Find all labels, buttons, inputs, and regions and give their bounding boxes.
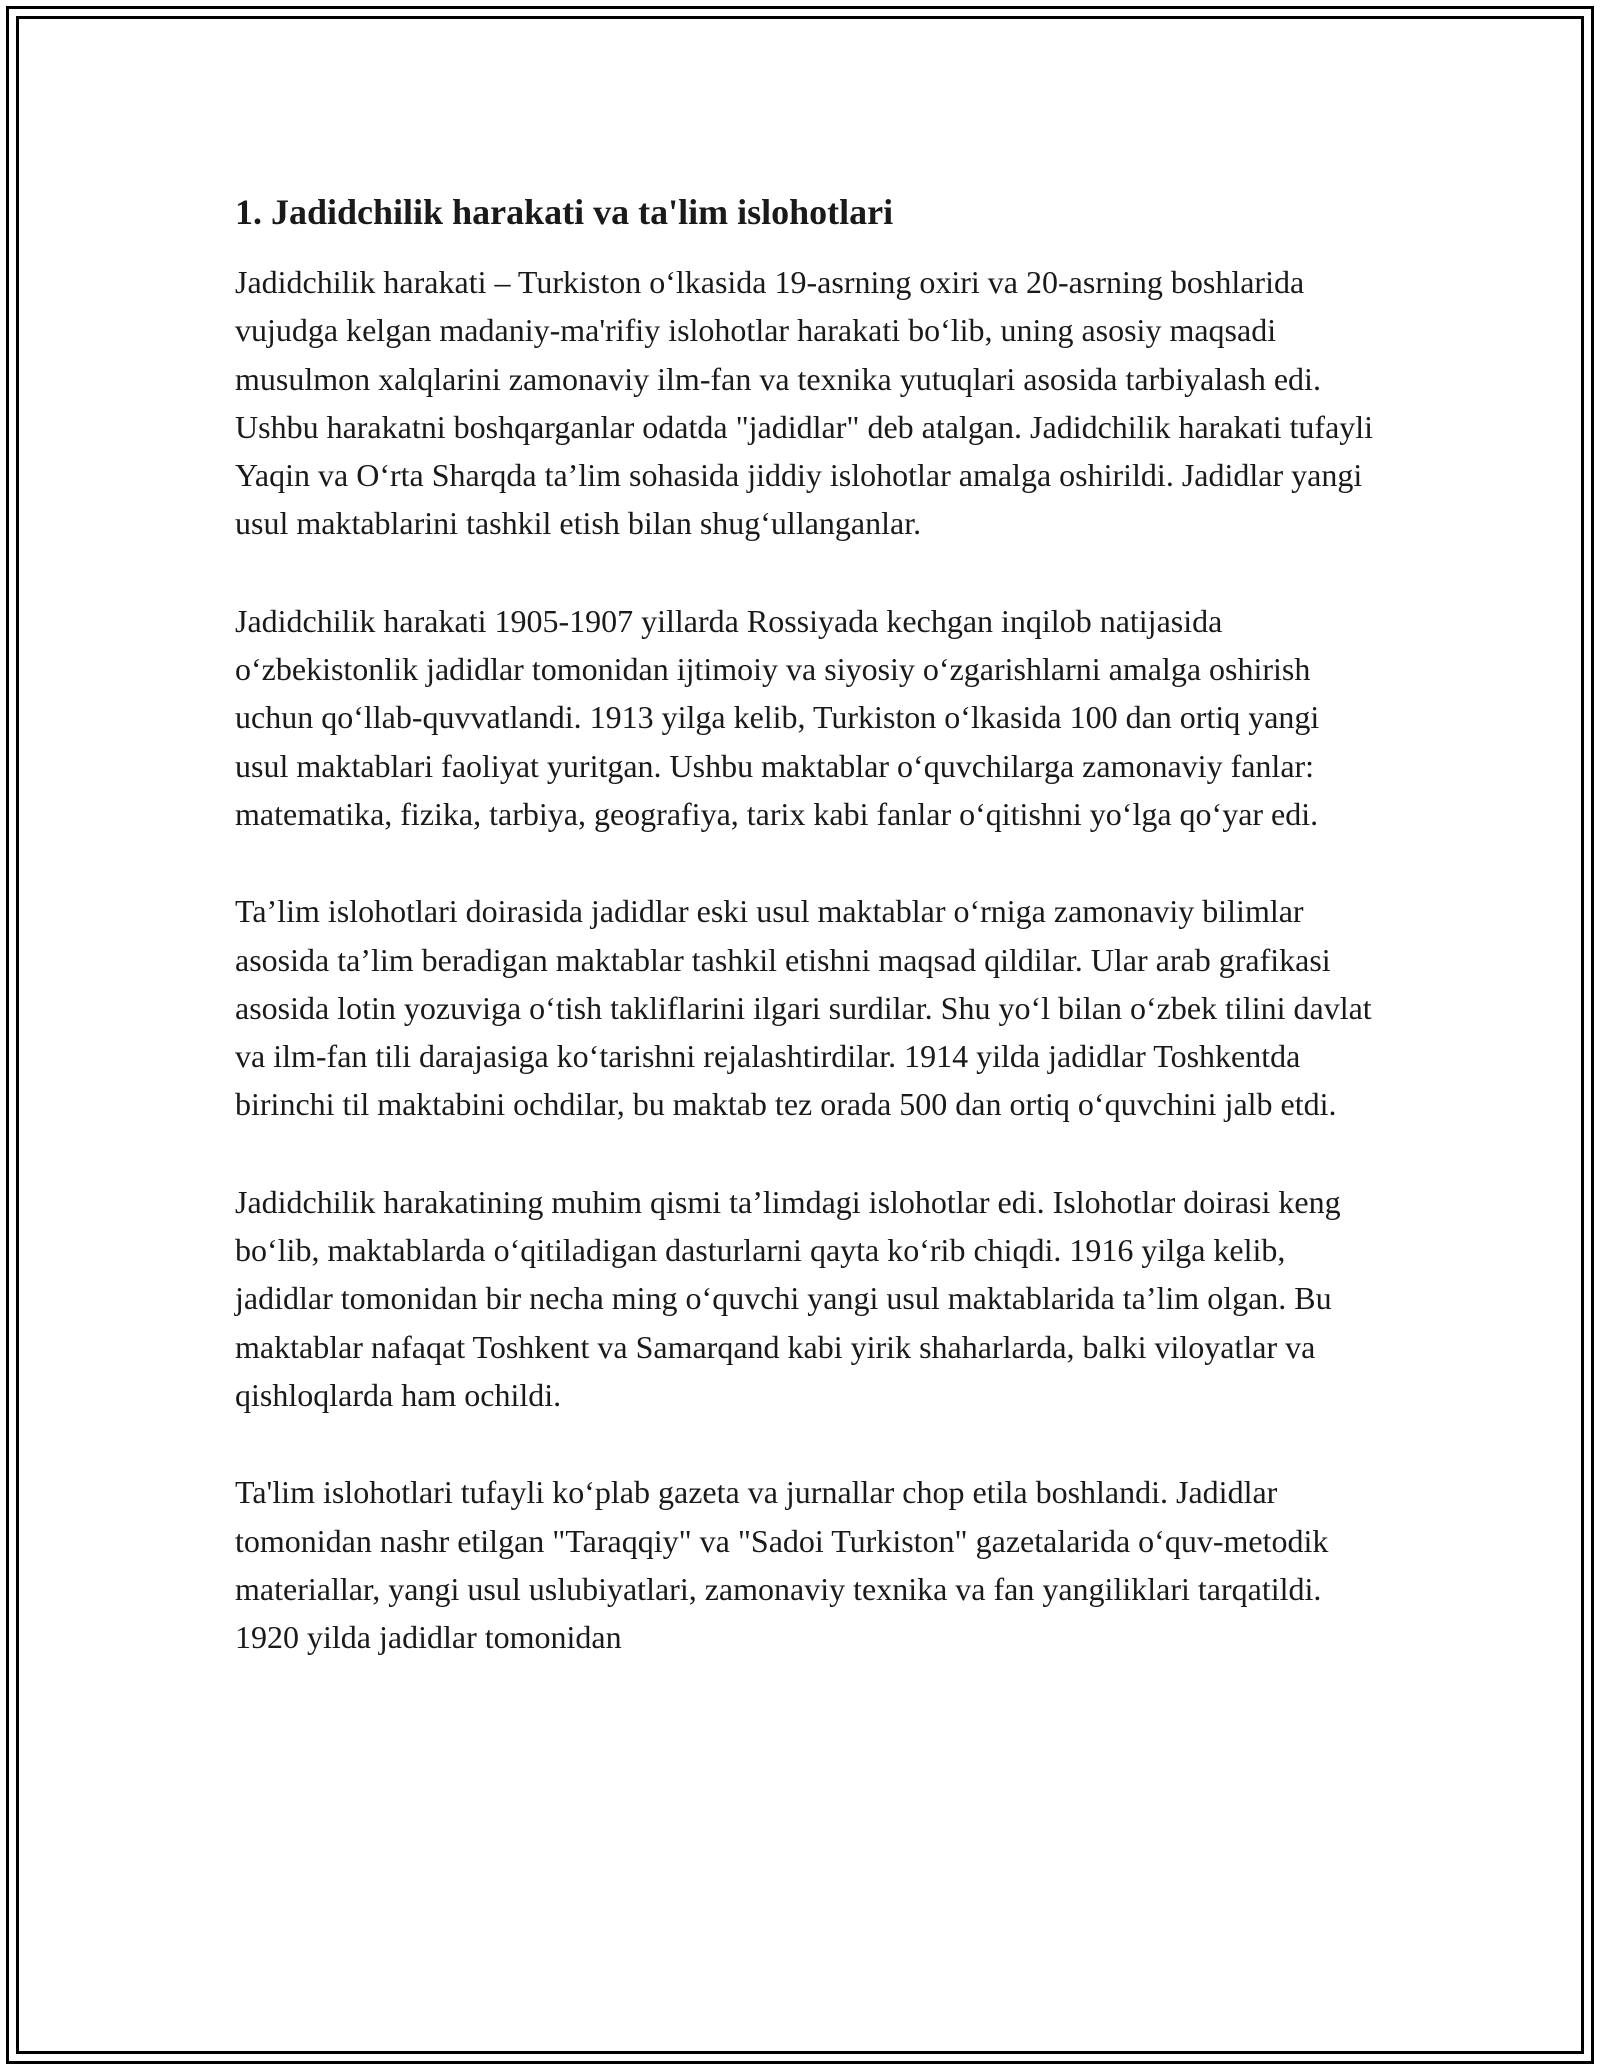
section-heading: 1. Jadidchilik harakati va ta'lim islohotlari: [235, 192, 894, 232]
paragraph-4: Jadidchilik harakatining muhim qismi ta’limdagi islohotlar edi. Islohotlar doirasi keng bo‘lib, maktablarda o‘qitiladigan dasturlarni qayta ko‘rib chiqdi. 1916 yilga kelib, jadidlar tomonidan bir necha ming o‘quvchi yangi usul maktablarida ta’lim olgan. Bu maktablar nafaqat Toshkent va Samarqand kabi yirik shaharlarda, balki viloyatlar va qishloqlarda ham ochildi.: [235, 1183, 1341, 1413]
paragraph-3: Ta’lim islohotlari doirasida jadidlar eski usul maktablar o‘rniga zamonaviy bilimlar asosida ta’lim beradigan maktablar tashkil etishni maqsad qildilar. Ular arab grafikasi asosida lotin yozuviga o‘tish takliflarini ilgari surdilar. Shu yo‘l bilan o‘zbek tilini davlat va ilm-fan tili darajasiga ko‘tarishni rejalashtirdilar. 1914 yilda jadidlar Toshkentda birinchi til maktabini ochdilar, bu maktab tez orada 500 dan ortiq o‘quvchini jalb etdi.: [235, 893, 1372, 1123]
document-body: [235, 190, 1375, 1710]
paragraph-1: Jadidchilik harakati – Turkiston o‘lkasida 19-asrning oxiri va 20-asrning boshlarida vujudga kelgan madaniy-ma'rifiy islohotlar harakati bo‘lib, uning asosiy maqsadi musulmon xalqlarini zamonaviy ilm-fan va texnika yutuqlari asosida tarbiyalash edi. Ushbu harakatni boshqarganlar odatda "jadidlar" deb atalgan. Jadidchilik harakati tufayli Yaqin va O‘rta Sharqda ta’lim sohasida jiddiy islohotlar amalga oshirildi. Jadidlar yangi usul maktablarini tashkil etish bilan shug‘ullanganlar.: [235, 264, 1374, 542]
paragraph-5: Ta'lim islohotlari tufayli ko‘plab gazeta va jurnallar chop etila boshlandi. Jadidlar tomonidan nashr etilgan "Taraqqiy" va "Sadoi Turkiston" gazetalarida o‘quv-metodik materiallar, yangi usul uslubiyatlari, zamonaviy texnika va fan yangiliklari tarqatildi. 1920 yilda jadidlar tomonidan: [235, 1474, 1329, 1656]
paragraph-2: Jadidchilik harakati 1905-1907 yillarda Rossiyada kechgan inqilob natijasida o‘zbekistonlik jadidlar tomonidan ijtimoiy va siyosiy o‘zgarishlarni amalga oshirish uchun qo‘llab-quvvatlandi. 1913 yilga kelib, Turkiston o‘lkasida 100 dan ortiq yangi usul maktablari faoliyat yuritgan. Ushbu maktablar o‘quvchilarga zamonaviy fanlar: matematika, fizika, tarbiya, geografiya, tarix kabi fanlar o‘qitishni yo‘lga qo‘yar edi.: [235, 602, 1320, 832]
